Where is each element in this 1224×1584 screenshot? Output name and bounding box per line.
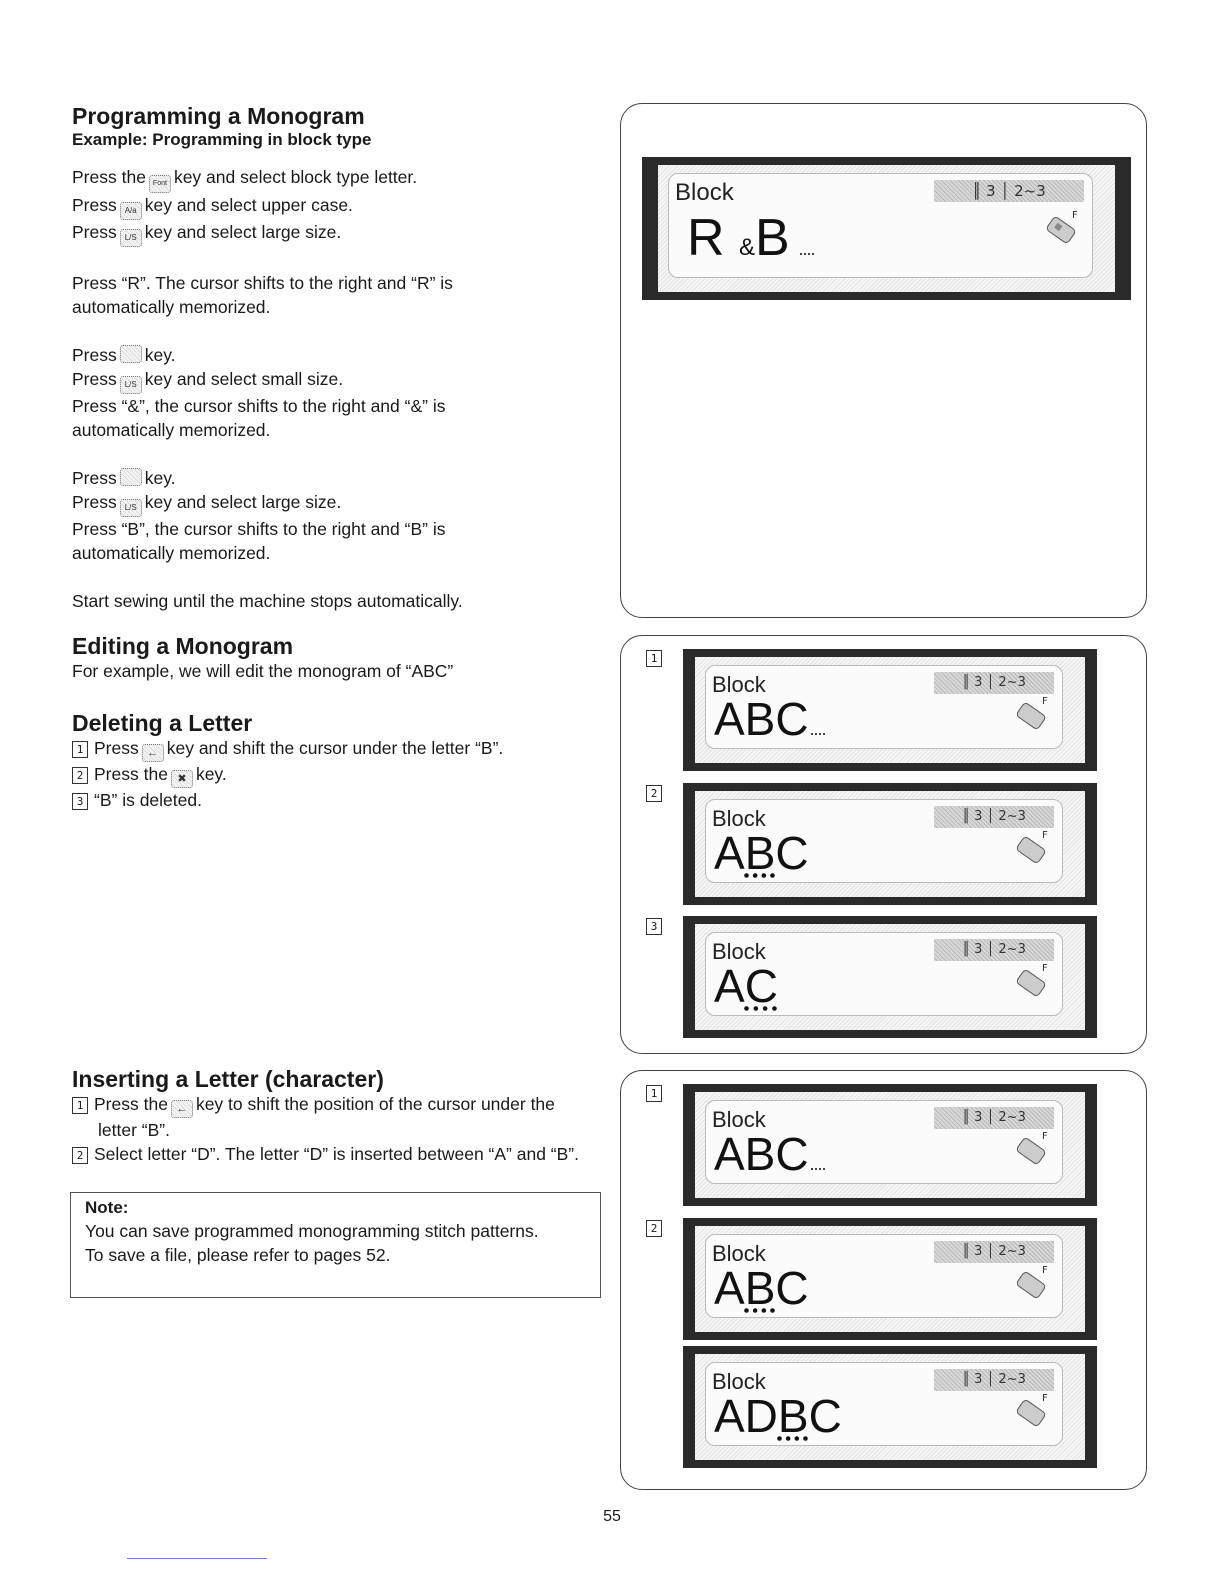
note-title: Note:: [85, 1198, 129, 1217]
note-line-1: You can save programmed monogramming stitch patterns.: [85, 1221, 539, 1241]
lcd-monogram-text: R &B: [687, 213, 814, 273]
memory-key-icon: [120, 345, 142, 363]
lcd-monogram-text: ABC: [714, 827, 809, 879]
presser-foot-icon: [1012, 1391, 1052, 1431]
size-key-icon: L/S: [120, 376, 142, 394]
delete-key-icon: ✖: [171, 770, 193, 788]
svg-text:F: F: [1042, 1265, 1048, 1276]
presser-foot-icon: [1042, 208, 1082, 248]
editing-intro: For example, we will edit the monogram of “ABC”: [72, 661, 454, 681]
svg-text:F: F: [1072, 210, 1078, 221]
font-key-icon: Font: [149, 175, 171, 193]
lcd-monogram-text: ABC: [714, 1262, 809, 1314]
svg-text:F: F: [1042, 963, 1048, 974]
step-number-3: 3: [646, 918, 662, 935]
case-key-icon: A/a: [120, 202, 142, 220]
programming-title: Programming a Monogram: [72, 103, 365, 129]
inserting-title: Inserting a Letter (character): [72, 1066, 384, 1092]
arrow-left-key-icon: ←: [171, 1100, 193, 1118]
step-number-2: 2: [646, 1220, 662, 1237]
deleting-item-3: 3 “B” is deleted.: [72, 788, 602, 812]
editing-title: Editing a Monogram: [72, 633, 294, 659]
step-number-1: 1: [646, 1085, 662, 1102]
size-key-icon: L/S: [120, 499, 142, 517]
size-key-icon: L/S: [120, 229, 142, 247]
programming-step-5: Start sewing until the machine stops automatically.: [72, 591, 463, 611]
programming-step-2: Press “R”. The cursor shifts to the right and “R” is automatically memorized.: [72, 273, 453, 317]
presser-foot-icon: [1012, 961, 1052, 1001]
arrow-left-key-icon: ←: [142, 744, 164, 762]
lcd-display-insert-step-3: Block ║ 3 │ 2~3 F ADBC: [683, 1346, 1097, 1468]
lcd-status-bar: ║ 3 │ 2~3: [934, 180, 1084, 202]
step-number-1: 1: [646, 650, 662, 667]
deleting-item-1: 1 Press ← key and shift the cursor under the letter “B”.: [72, 736, 602, 762]
step-number-2: 2: [646, 785, 662, 802]
inserting-item-2: 2 Select letter “D”. The letter “D” is inserted between “A” and “B”.: [72, 1142, 598, 1166]
svg-text:F: F: [1042, 830, 1048, 841]
lcd-monogram-text: ABC: [714, 1129, 825, 1179]
presser-foot-icon: [1012, 1129, 1052, 1169]
lcd-display-insert-step-2: Block ║ 3 │ 2~3 F ABC: [683, 1218, 1097, 1340]
lcd-mode-label: Block: [675, 179, 734, 206]
footer-rule: [127, 1558, 267, 1559]
presser-foot-icon: [1012, 828, 1052, 868]
memory-key-icon: [120, 468, 142, 486]
svg-text:F: F: [1042, 1393, 1048, 1404]
programming-section: [72, 103, 602, 613]
note-line-2: To save a file, please refer to pages 52.: [85, 1245, 391, 1265]
programming-step-1: Press the Font key and select block type letter. Press A/a key and select upper case. Press L/S key and select large size.: [72, 165, 602, 247]
programming-step-3: Press key. Press L/S key and select small size. Press “&”, the cursor shifts to the right and “&” is automatically memorized.: [72, 345, 446, 440]
lcd-monogram-text: ADBC: [714, 1390, 842, 1442]
svg-text:F: F: [1042, 696, 1048, 707]
editing-section: [72, 633, 602, 683]
lcd-display-delete-step-2: Block ║ 3 │ 2~3 F ABC: [683, 783, 1097, 905]
deleting-item-2: 2 Press the ✖ key.: [72, 762, 602, 788]
inserting-section: [72, 1066, 602, 1166]
programming-subtitle: Example: Programming in block type: [72, 130, 372, 149]
presser-foot-icon: [1012, 1263, 1052, 1303]
lcd-display-insert-step-1: Block ║ 3 │ 2~3 F ABC: [683, 1084, 1097, 1206]
programming-step-4: Press key. Press L/S key and select large size. Press “B”, the cursor shifts to the right and “B” is automatically memorized.: [72, 468, 446, 563]
svg-text:F: F: [1042, 1131, 1048, 1142]
deleting-title: Deleting a Letter: [72, 710, 253, 736]
lcd-display-delete-step-1: Block ║ 3 │ 2~3 F ABC: [683, 649, 1097, 771]
presser-foot-icon: [1012, 694, 1052, 734]
deleting-section: [72, 710, 602, 812]
lcd-monogram-text: AC: [714, 960, 778, 1012]
lcd-display-delete-step-3: Block ║ 3 │ 2~3 F AC: [683, 916, 1097, 1038]
inserting-item-1: 1 Press the ← key to shift the position of the cursor under the letter “B”.: [72, 1092, 598, 1142]
note-box: [70, 1192, 601, 1298]
lcd-monogram-text: ABC: [714, 694, 825, 744]
page-number: 55: [603, 1508, 621, 1525]
lcd-display-programming: [642, 157, 1131, 300]
